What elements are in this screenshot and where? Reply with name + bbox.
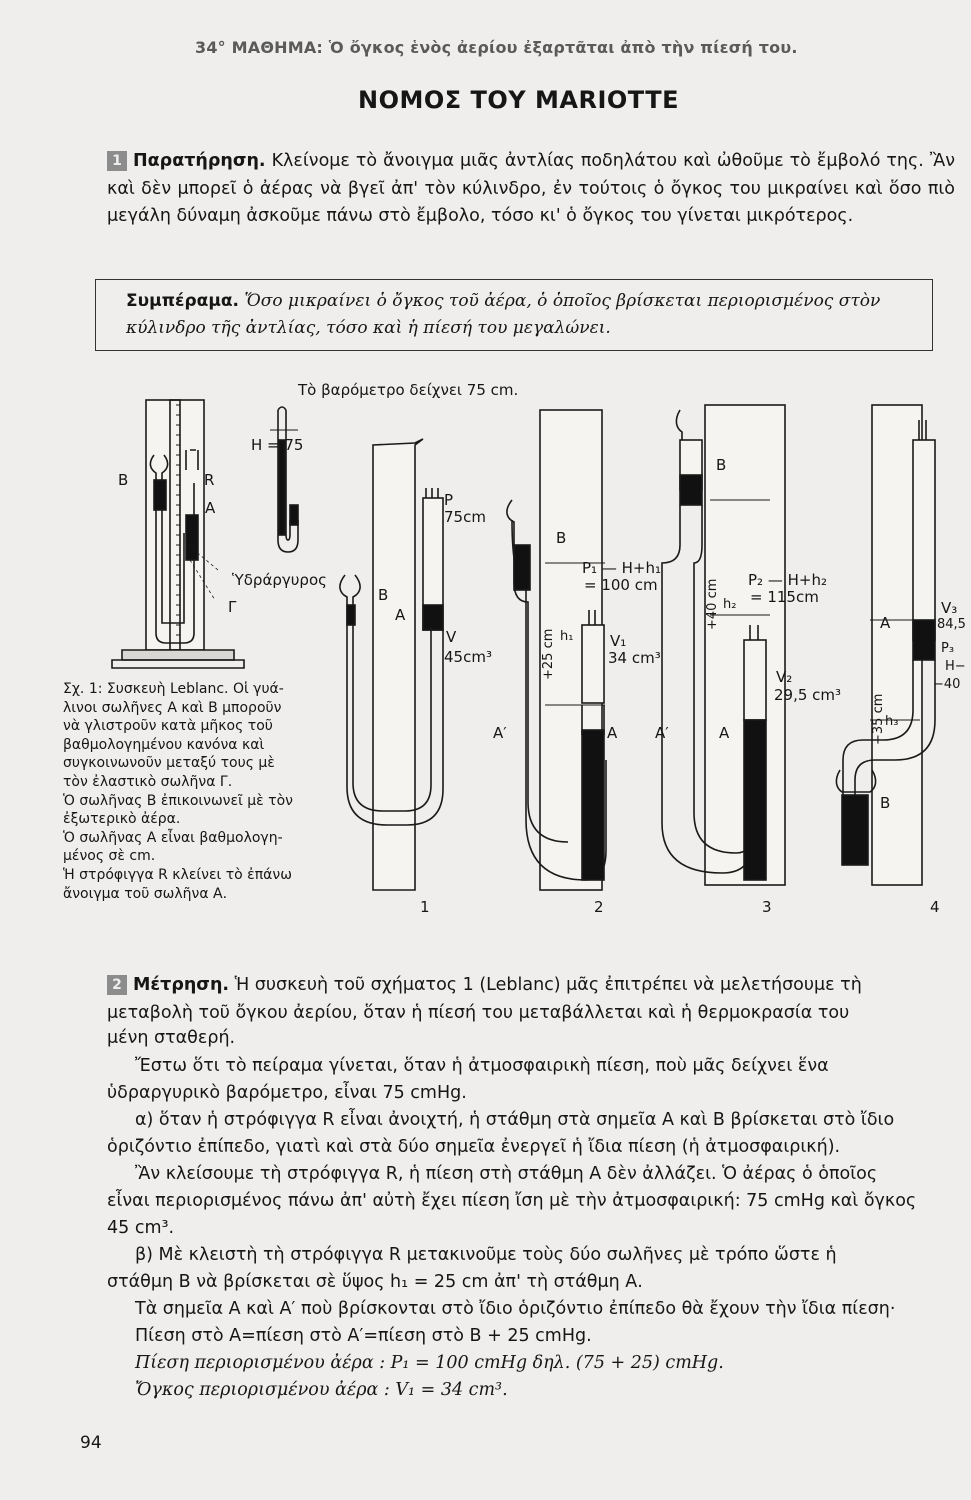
label-a-fig4: A [880,614,891,632]
text-line: Ἔστω ὅτι τὸ πείραμα γίνεται, ὅταν ἡ ἀτμοσφαιρικὴ πίεση, ποὺ μᾶς δείχνει ἕνα [135,1056,829,1076]
caption-line: λινοι σωλῆνες Α καὶ Β μποροῦν [63,699,282,716]
text-line: ὁριζόντιο ἐπίπεδο, γιατὶ καὶ στὰ δύο σημεῖα ἐνεργεῖ ἡ ἴδια πίεση (ἡ ἀτμοσφαιρική). [107,1137,841,1157]
text-line: στάθμη Β νὰ βρίσκεται σὲ ὕψος h₁ = 25 cm ἀπ' τὴ στάθμη Α. [107,1272,643,1292]
label-a-fig1: A [395,606,406,624]
label-p1-value: = 100 cm [584,576,658,594]
label-v0: V [446,628,457,646]
label-p0: P [444,491,454,509]
label-p1: P₁ — H+h₁ [582,559,661,577]
label-a-prime-fig3: A′ [655,724,669,742]
text-line: 45 cm³. [107,1218,175,1238]
text-line: εἶναι περιορισμένος πάνω ἀπ' αὐτὴ ἔχει πίεση ἴση μὲ τὴν ἀτμοσφαιρική: 75 cmHg καὶ ὄγκος [107,1191,917,1211]
label-a-prime-fig2: A′ [493,724,507,742]
text-line: Ἂν κλείσουμε τὴ στρόφιγγα R, ἡ πίεση στὴ στάθμη Α δὲν ἀλλάζει. Ὁ ἀέρας ὁ ὁποῖος [135,1164,878,1184]
page-number: 94 [80,1433,102,1453]
text-line: β) Μὲ κλειστὴ τὴ στρόφιγγα R μετακινοῦμε τοὺς δύο σωλῆνες μὲ τρόπο ὥστε ἡ [135,1245,837,1265]
lesson-header: 34° ΜΑΘΗΜΑ: Ὁ ὄγκος ἑνὸς ἀερίου ἐξαρτᾶται ἀπὸ τὴν πίεσή του. [195,38,798,57]
label-v1: V₁ [610,632,627,650]
text-line: α) ὅταν ἡ στρόφιγγα R εἶναι ἀνοιχτή, ἡ στάθμη στὰ σημεῖα Α καὶ Β βρίσκεται στὸ ἴδιο [135,1110,895,1130]
label-h-75: H = 75 [251,436,304,454]
section-number-badge: 2 [107,975,127,995]
caption-line: Ὁ σωλῆνας Α εἶναι βαθμολογη- [63,829,283,846]
caption-line: τὸν ἐλαστικὸ σωλῆνα Γ. [63,773,233,790]
caption-line: Σχ. 1: Συσκευὴ Leblanc. Οἱ γυά- [63,681,284,697]
label-p3-value: H− [945,659,966,674]
label-b-fig1: B [378,586,389,604]
text-line: Πίεση περιορισμένου ἀέρα : P₁ = 100 cmHg δηλ. (75 + 25) cmHg. [135,1353,724,1373]
label-a-fig3: A [719,724,730,742]
page-title: ΝΟΜΟΣ ΤΟΥ MARIOTTE [358,86,679,114]
caption-line: Ὁ σωλῆνας Β ἐπικοινωνεῖ μὲ τὸν [63,792,293,809]
label-v1-value: 34 cm³ [608,649,661,667]
label-h2: h₂ [723,597,737,612]
barometer-note: Τὸ βαρόμετρο δείχνει 75 cm. [298,381,519,399]
figure-3-drawing [662,405,785,885]
observation-text: Κλείνομε τὸ ἄνοιγμα μιᾶς ἀντλίας ποδηλάτου καὶ ὠθοῦμε τὸ ἔμβολό της. Ἂν καὶ δὲν μπορεῖ ὁ ἀέρας νὰ βγεῖ ἀπ' τὸν κύλινδρο, ἐν τούτοις ὁ ὄγκος του μικραίνει καὶ ὅσο πιὸ μεγάλη δύναμη ἀσκοῦμε πάνω στὸ ἔμβολο, τόσο κι' ὁ ὄγκος του γίνεται μικρότερος. [107,151,955,227]
figure-1-drawing [340,439,443,890]
label-mercury: Ὑδράργυρος [232,571,327,589]
caption-line: Ἡ στρόφιγγα R κλείνει τὸ ἐπάνω [63,866,292,883]
text-line: Τὰ σημεῖα Α καὶ Α′ ποὺ βρίσκονται στὸ ἴδιο ὁριζόντιο ἐπίπεδο θὰ ἔχουν τὴν ἴδια πίεση· [135,1299,896,1319]
label-v3: V₃ [941,599,958,617]
figure-4-drawing [836,405,935,885]
label-b-fig2: B [556,529,567,547]
text-line: ὑδραργυρικὸ βαρόμετρο, εἶναι 75 cmHg. [107,1083,467,1103]
label-p2-value: = 115cm [750,588,819,606]
figure-1-number: 1 [420,898,430,916]
label-v0-value: 45cm³ [444,648,492,666]
conclusion-heading: Συμπέραμα. [126,291,240,311]
label-r: R [204,471,215,489]
caption-line: συγκοινωνοῦν μεταξύ τους μὲ [63,755,275,772]
section-number-badge: 1 [107,151,127,171]
measurement-heading: Μέτρηση. [133,975,230,995]
text-line: Πίεση στὸ Α=πίεση στὸ Α′=πίεση στὸ Β + 25 cmHg. [135,1326,592,1346]
figure-2-drawing [507,410,606,890]
leblanc-apparatus-drawing [112,400,244,668]
label-p3-tail: −40 [933,677,961,692]
figure-4-number: 4 [930,898,940,916]
label-v2: V₂ [776,668,793,686]
conclusion-text: Ὅσο μικραίνει ὁ ὄγκος τοῦ ἀέρα, ὁ ὁποῖος βρίσκεται περιορισμένος στὸν κύλινδρο τῆς ἀντλίας, τόσο καὶ ἡ πίεσή του μεγαλώνει. [126,291,881,338]
caption-line: ἄνοιγμα τοῦ σωλῆνα Α. [63,885,228,902]
label-a-fig2: A [607,724,618,742]
label-b-fig4: B [880,794,891,812]
text-line: μένη σταθερή. [107,1028,236,1048]
observation-paragraph [107,148,955,231]
text-line: μεταβολὴ τοῦ ὄγκου ἀερίου, ὅταν ἡ πίεσή του μεταβάλλεται καὶ ἡ θερμοκρασία του [107,1003,850,1023]
label-h1: h₁ [560,629,574,644]
label-p0-value: 75cm [444,508,486,526]
caption-line: νὰ γλιστροῦν κατὰ μῆκος τοῦ [63,718,273,735]
label-h2-value: +40 cm [705,578,720,630]
label-v2-value: 29,5 cm³ [774,686,842,704]
label-h1-value: +25 cm [541,628,556,680]
barometer-drawing [270,407,298,552]
figure-3-number: 3 [762,898,772,916]
label-h3-value: −35 cm [871,693,886,745]
label-b: B [118,471,129,489]
caption-line: μένος σὲ cm. [63,848,156,865]
figure-2-number: 2 [594,898,604,916]
label-h3: h₃ [885,714,899,729]
label-g: Γ [228,598,237,616]
label-p2: P₂ — H+h₂ [748,571,827,589]
measurement-text: Ἡ συσκευὴ τοῦ σχήματος 1 (Leblanc) μᾶς ἐπιτρέπει νὰ μελετήσουμε τὴ [234,975,862,995]
figure-caption [63,680,345,903]
observation-heading: Παρατήρηση. [133,151,266,171]
caption-line: ἐξωτερικὸ ἀέρα. [63,811,181,828]
measurement-line [107,973,955,997]
label-v3-value: 84,5 [937,617,966,632]
label-p3: P₃ [941,641,955,656]
label-a: A [205,499,216,517]
label-b-fig3: B [716,456,727,474]
caption-line: βαθμολογημένου κανόνα καὶ [63,736,265,753]
conclusion-box [95,279,933,351]
text-line: Ὄγκος περιορισμένου ἀέρα : V₁ = 34 cm³. [135,1380,508,1400]
